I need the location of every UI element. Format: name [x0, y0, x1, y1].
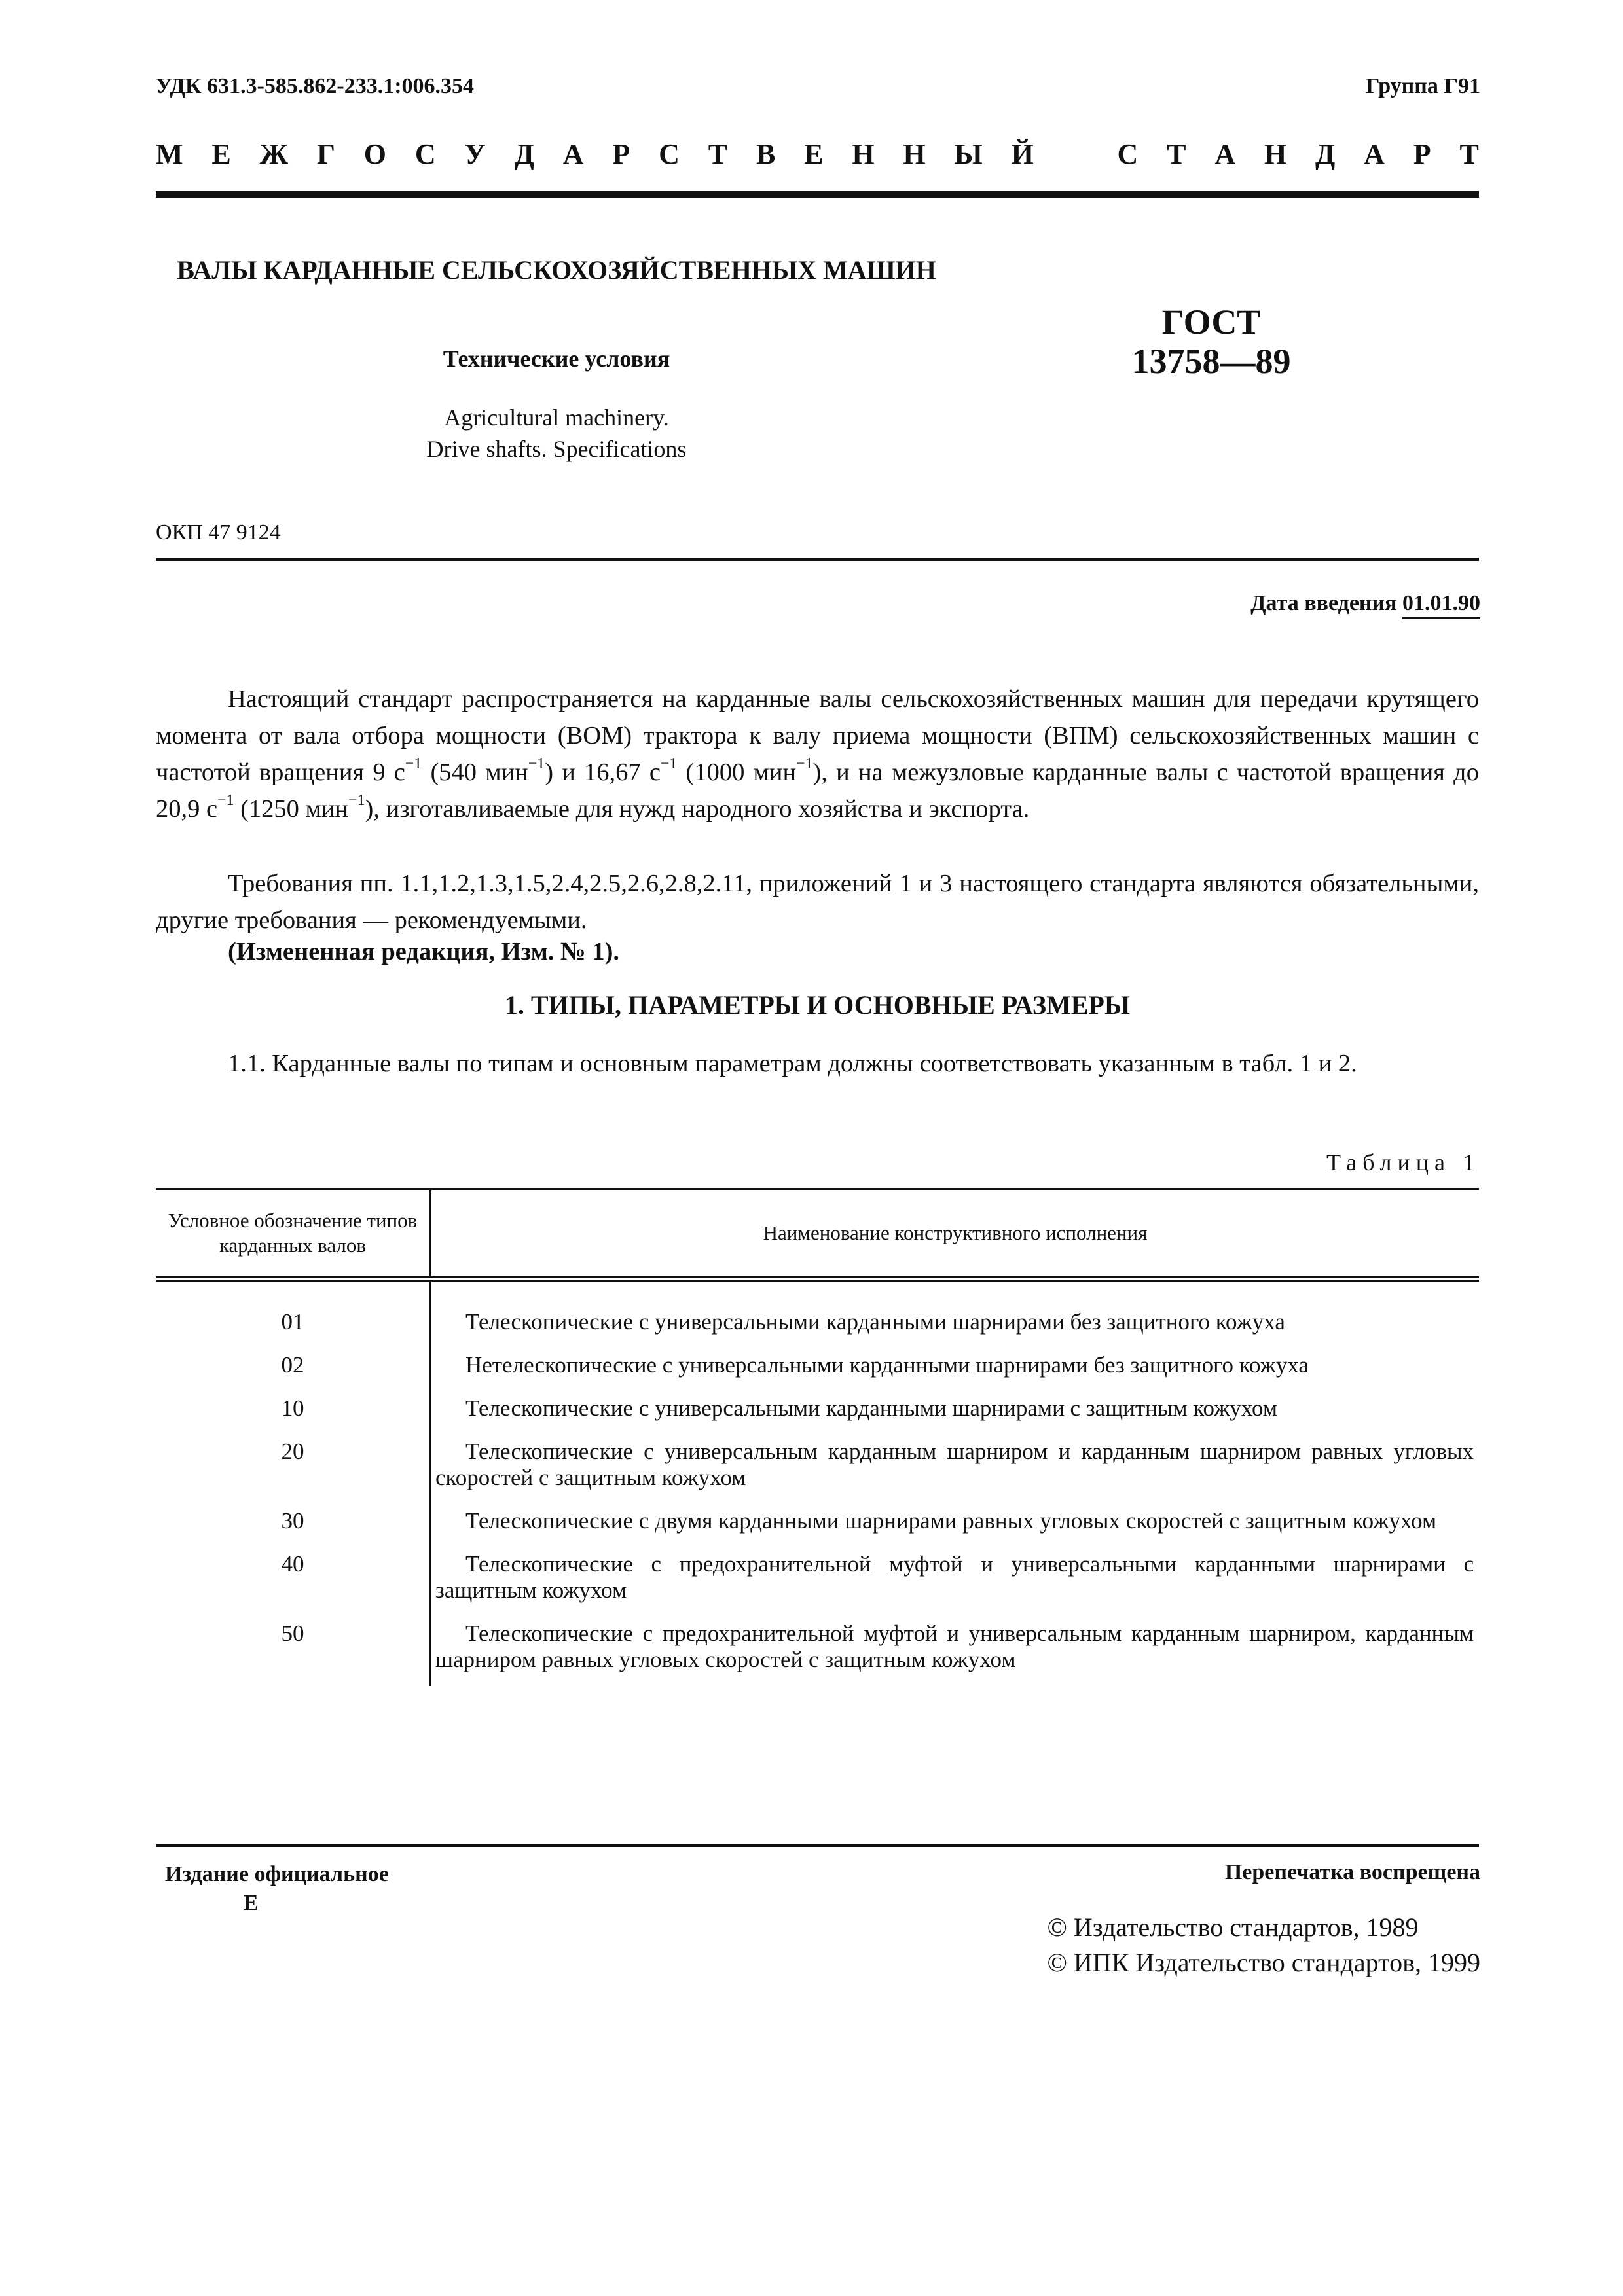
- section-rule: [156, 558, 1479, 561]
- official-edition-label: Издание официальное: [165, 1862, 389, 1886]
- type-name-cell: [431, 1534, 1480, 1604]
- banner-letter: [1063, 137, 1089, 171]
- type-code-cell: 30: [281, 1508, 304, 1534]
- table-row: [156, 1378, 1479, 1422]
- english-title: [164, 402, 949, 465]
- banner-letter: В: [756, 138, 776, 170]
- type-code-cell: 01: [281, 1309, 304, 1335]
- table-row: [156, 1279, 1479, 1335]
- type-name-text: Телескопические с универсальными карданными шарнирами с защитным кожухом: [465, 1395, 1278, 1421]
- type-code-cell: 10: [281, 1395, 304, 1421]
- type-name-cell: [431, 1604, 1480, 1686]
- clause-1-1: 1.1. Карданные валы по типам и основным параметрам должны соответствовать указанным в табл. 1 и 2.: [228, 1050, 1357, 1077]
- banner-letter: Ж: [259, 138, 289, 170]
- banner-letter: М: [156, 138, 183, 170]
- banner-letter: Е: [804, 138, 824, 170]
- type-code-cell: 20: [281, 1439, 304, 1464]
- banner-letter: О: [363, 138, 387, 170]
- banner-letter: Д: [514, 138, 534, 170]
- table-row: [156, 1534, 1479, 1604]
- edition-mark: Е: [244, 1891, 259, 1915]
- official-edition: [165, 1860, 389, 1918]
- banner-letter: Н: [1264, 138, 1287, 170]
- group-code: Группа Г91: [1365, 74, 1480, 98]
- banner-letter: Н: [852, 138, 875, 170]
- table-header-code: Условное обозначение типов карданных валов: [156, 1189, 431, 1280]
- requirements-paragraph: Требования пп. 1.1,1.2,1.3,1.5,2.4,2.5,2.6,2.8,2.11, приложений 1 и 3 настоящего стандарта являются обязательными, другие требования — рекомендуемыми.: [156, 870, 1479, 934]
- reprint-notice: Перепечатка воспрещена: [1224, 1860, 1480, 1884]
- scope-paragraph: Настоящий стандарт распространяется на карданные валы сельскохозяйственных машин для передачи крутящего момента от вала отбора мощности (ВОМ) трактора к валу приема мощности (ВПМ) сельскохозяйственных машин с частотой вращения 9 $с^{-1}$ (540 мин$^{-1}$) и 16,67 $с^{-1}$ (1000 мин$^{-1}$), и на межузловые карданные валы с частотой вращения до 20,9 $с^{-1}$ (1250 мин$^{-1}$), изготавливаемые для нужд народного хозяйства и экспорта.: [156, 685, 1479, 823]
- type-name-cell: [431, 1279, 1480, 1335]
- banner-letter: Т: [708, 138, 728, 170]
- introduction-date-value: 01.01.90: [1402, 591, 1480, 619]
- banner-letter: Н: [903, 138, 926, 170]
- banner-letter: С: [1117, 138, 1139, 170]
- type-name-text: Телескопические с предохранительной муфтой и универсальными карданными шарнирами с защитным кожухом: [435, 1551, 1474, 1603]
- udk-code: УДК 631.3-585.862-233.1:006.354: [156, 74, 475, 98]
- type-name-text: Телескопические с универсальным карданным шарниром и карданным шарниром равных угловых скоростей с защитным кожухом: [435, 1439, 1474, 1490]
- banner-letter: Т: [1459, 138, 1479, 170]
- type-name-cell: [431, 1378, 1480, 1422]
- gost-code: 13758—89: [1131, 342, 1291, 381]
- banner-letter: А: [562, 138, 584, 170]
- type-code-cell: 02: [281, 1352, 304, 1378]
- introduction-date-label: Дата введения: [1250, 591, 1397, 615]
- banner-letter: А: [1364, 138, 1385, 170]
- type-name-text: Нетелескопические с универсальными карданными шарнирами без защитного кожуха: [465, 1352, 1309, 1378]
- type-name-text: Телескопические с двумя карданными шарнирами равных угловых скоростей с защитным кожухом: [465, 1508, 1437, 1534]
- type-code-cell: 50: [281, 1621, 304, 1646]
- shaft-types-table: [156, 1188, 1479, 1686]
- type-name-cell: [431, 1491, 1480, 1534]
- type-name-text: Телескопические с предохранительной муфтой и универсальным карданным шарниром, карданным шарниром равных угловых скоростей с защитным кожухом: [435, 1621, 1474, 1672]
- type-name-text: Телескопические с универсальными карданными шарнирами без защитного кожуха: [465, 1309, 1285, 1335]
- amendment-note: (Измененная редакция, Изм. № 1).: [228, 938, 620, 965]
- table-row: [156, 1422, 1479, 1491]
- okp-code: ОКП 47 9124: [156, 520, 281, 545]
- footer-rule: [156, 1844, 1479, 1847]
- introduction-date: [1250, 591, 1480, 616]
- banner-letter: Т: [1167, 138, 1186, 170]
- copyright-1989: © Издательство стандартов, 1989: [1047, 1912, 1419, 1942]
- banner-letter: Г: [316, 138, 335, 170]
- interstate-standard-banner: [156, 137, 1479, 171]
- banner-letter: Ы: [954, 138, 983, 170]
- banner-letter: Е: [211, 138, 231, 170]
- banner-letter: А: [1214, 138, 1236, 170]
- table-row: [156, 1604, 1479, 1686]
- english-title-line2: Drive shafts. Specifications: [426, 436, 687, 462]
- document-title: ВАЛЫ КАРДАННЫЕ СЕЛЬСКОХОЗЯЙСТВЕННЫХ МАШИН: [177, 255, 936, 285]
- banner-letter: Й: [1011, 138, 1034, 170]
- banner-letter: С: [659, 138, 680, 170]
- english-title-line1: Agricultural machinery.: [444, 404, 669, 431]
- header-rule: [156, 191, 1479, 198]
- banner-letter: Р: [1413, 138, 1431, 170]
- table-row: [156, 1491, 1479, 1534]
- gost-label: ГОСТ: [1161, 302, 1261, 342]
- copyright-block: [1048, 1910, 1480, 1981]
- document-subtitle: Технические условия: [443, 346, 670, 372]
- type-code-cell: 40: [281, 1551, 304, 1577]
- table-caption: Таблица 1: [1326, 1149, 1480, 1175]
- section-heading: 1. ТИПЫ, ПАРАМЕТРЫ И ОСНОВНЫЕ РАЗМЕРЫ: [504, 990, 1131, 1020]
- banner-letter: У: [464, 138, 486, 170]
- table-row: [156, 1335, 1479, 1378]
- table-header-name: Наименование конструктивного исполнения: [431, 1189, 1480, 1280]
- banner-letter: С: [414, 138, 436, 170]
- type-name-cell: [431, 1422, 1480, 1491]
- type-name-cell: [431, 1335, 1480, 1378]
- banner-letter: Р: [612, 138, 630, 170]
- banner-letter: Д: [1315, 138, 1336, 170]
- gost-number: [1080, 302, 1342, 381]
- copyright-1999: © ИПК Издательство стандартов, 1999: [1047, 1948, 1480, 1977]
